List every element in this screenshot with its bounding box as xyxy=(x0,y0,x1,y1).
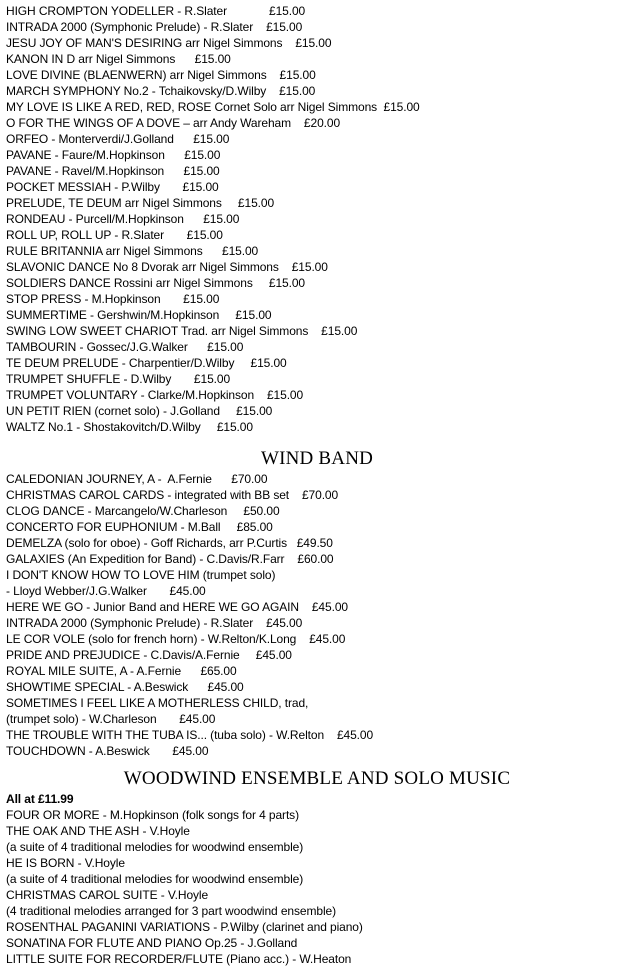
list-item: SLAVONIC DANCE No 8 Dvorak arr Nigel Simmons £15.00 xyxy=(6,260,328,274)
list-item: (trumpet solo) - W.Charleson £45.00 xyxy=(6,712,216,726)
list-item: CALEDONIAN JOURNEY, A - A.Fernie £70.00 xyxy=(6,472,268,486)
list-item: RONDEAU - Purcell/M.Hopkinson £15.00 xyxy=(6,212,240,226)
woodwind-heading: WOODWIND ENSEMBLE AND SOLO MUSIC xyxy=(123,768,511,789)
list-item: MY LOVE IS LIKE A RED, RED, ROSE Cornet Solo arr Nigel Simmons £15.00 xyxy=(6,100,420,114)
list-item: LE COR VOLE (solo for french horn) - W.Relton/K.Long £45.00 xyxy=(6,632,346,646)
list-item: SONATINA FOR FLUTE AND PIANO Op.25 - J.Golland xyxy=(6,936,298,950)
list-item: CHRISTMAS CAROL CARDS - integrated with BB set £70.00 xyxy=(6,488,339,502)
list-item: TE DEUM PRELUDE - Charpentier/D.Wilby £15.00 xyxy=(6,356,287,370)
woodwind-price-note: All at £11.99 xyxy=(6,792,74,806)
list-item: - Lloyd Webber/J.G.Walker £45.00 xyxy=(6,584,206,598)
price-list-document xyxy=(6,3,628,967)
list-item: HERE WE GO - Junior Band and HERE WE GO AGAIN £45.00 xyxy=(6,600,348,614)
list-item: ROYAL MILE SUITE, A - A.Fernie £65.00 xyxy=(6,664,237,678)
wind-band-heading: WIND BAND xyxy=(260,448,374,469)
list-item: (4 traditional melodies arranged for 3 part woodwind ensemble) xyxy=(6,904,336,918)
list-item: SOMETIMES I FEEL LIKE A MOTHERLESS CHILD, trad, xyxy=(6,696,309,710)
list-item: STOP PRESS - M.Hopkinson £15.00 xyxy=(6,292,220,306)
list-item: GALAXIES (An Expedition for Band) - C.Davis/R.Farr £60.00 xyxy=(6,552,334,566)
woodwind-list xyxy=(6,807,628,967)
list-item: O FOR THE WINGS OF A DOVE – arr Andy Wareham £20.00 xyxy=(6,116,341,130)
list-item: PRELUDE, TE DEUM arr Nigel Simmons £15.00 xyxy=(6,196,275,210)
list-item: FOUR OR MORE - M.Hopkinson (folk songs for 4 parts) xyxy=(6,808,299,822)
list-item: WALTZ No.1 - Shostakovitch/D.Wilby £15.00 xyxy=(6,420,253,434)
list-item: POCKET MESSIAH - P.Wilby £15.00 xyxy=(6,180,219,194)
list-item: THE OAK AND THE ASH - V.Hoyle xyxy=(6,824,190,838)
list-item: SUMMERTIME - Gershwin/M.Hopkinson £15.00 xyxy=(6,308,272,322)
list-item: ROSENTHAL PAGANINI VARIATIONS - P.Wilby (clarinet and piano) xyxy=(6,920,363,934)
list-item: MARCH SYMPHONY No.2 - Tchaikovsky/D.Wilby £15.00 xyxy=(6,84,316,98)
list-item: TRUMPET VOLUNTARY - Clarke/M.Hopkinson £15.00 xyxy=(6,388,304,402)
list-item: PAVANE - Ravel/M.Hopkinson £15.00 xyxy=(6,164,220,178)
list-item: TOUCHDOWN - A.Beswick £45.00 xyxy=(6,744,209,758)
list-item: CHRISTMAS CAROL SUITE - V.Hoyle xyxy=(6,888,209,902)
list-item: PAVANE - Faure/M.Hopkinson £15.00 xyxy=(6,148,221,162)
brass-band-list xyxy=(6,3,628,435)
list-item: SOLDIERS DANCE Rossini arr Nigel Simmons £15.00 xyxy=(6,276,306,290)
list-item: KANON IN D arr Nigel Simmons £15.00 xyxy=(6,52,231,66)
list-item: LITTLE SUITE FOR RECORDER/FLUTE (Piano acc.) - W.Heaton xyxy=(6,952,352,966)
list-item: RULE BRITANNIA arr Nigel Simmons £15.00 xyxy=(6,244,259,258)
list-item: SHOWTIME SPECIAL - A.Beswick £45.00 xyxy=(6,680,244,694)
list-item: ORFEO - Monterverdi/J.Golland £15.00 xyxy=(6,132,230,146)
list-item: (a suite of 4 traditional melodies for woodwind ensemble) xyxy=(6,840,304,854)
list-item: I DON'T KNOW HOW TO LOVE HIM (trumpet solo) xyxy=(6,568,276,582)
list-item: (a suite of 4 traditional melodies for woodwind ensemble) xyxy=(6,872,304,886)
list-item: CONCERTO FOR EUPHONIUM - M.Ball £85.00 xyxy=(6,520,273,534)
list-item: SWING LOW SWEET CHARIOT Trad. arr Nigel Simmons £15.00 xyxy=(6,324,358,338)
list-item: INTRADA 2000 (Symphonic Prelude) - R.Slater £15.00 xyxy=(6,20,303,34)
wind-band-list xyxy=(6,471,628,759)
list-item: HIGH CROMPTON YODELLER - R.Slater £15.00 xyxy=(6,4,306,18)
list-item: DEMELZA (solo for oboe) - Goff Richards, arr P.Curtis £49.50 xyxy=(6,536,333,550)
list-item: CLOG DANCE - Marcangelo/W.Charleson £50.00 xyxy=(6,504,280,518)
list-item: TRUMPET SHUFFLE - D.Wilby £15.00 xyxy=(6,372,231,386)
list-item: INTRADA 2000 (Symphonic Prelude) - R.Slater £45.00 xyxy=(6,616,303,630)
list-item: THE TROUBLE WITH THE TUBA IS... (tuba solo) - W.Relton £45.00 xyxy=(6,728,374,742)
list-item: PRIDE AND PREJUDICE - C.Davis/A.Fernie £45.00 xyxy=(6,648,292,662)
list-item: TAMBOURIN - Gossec/J.G.Walker £15.00 xyxy=(6,340,244,354)
list-item: ROLL UP, ROLL UP - R.Slater £15.00 xyxy=(6,228,223,242)
list-item: UN PETIT RIEN (cornet solo) - J.Golland £15.00 xyxy=(6,404,273,418)
list-item: LOVE DIVINE (BLAENWERN) arr Nigel Simmons £15.00 xyxy=(6,68,316,82)
list-item: HE IS BORN - V.Hoyle xyxy=(6,856,125,870)
list-item: JESU JOY OF MAN'S DESIRING arr Nigel Simmons £15.00 xyxy=(6,36,332,50)
